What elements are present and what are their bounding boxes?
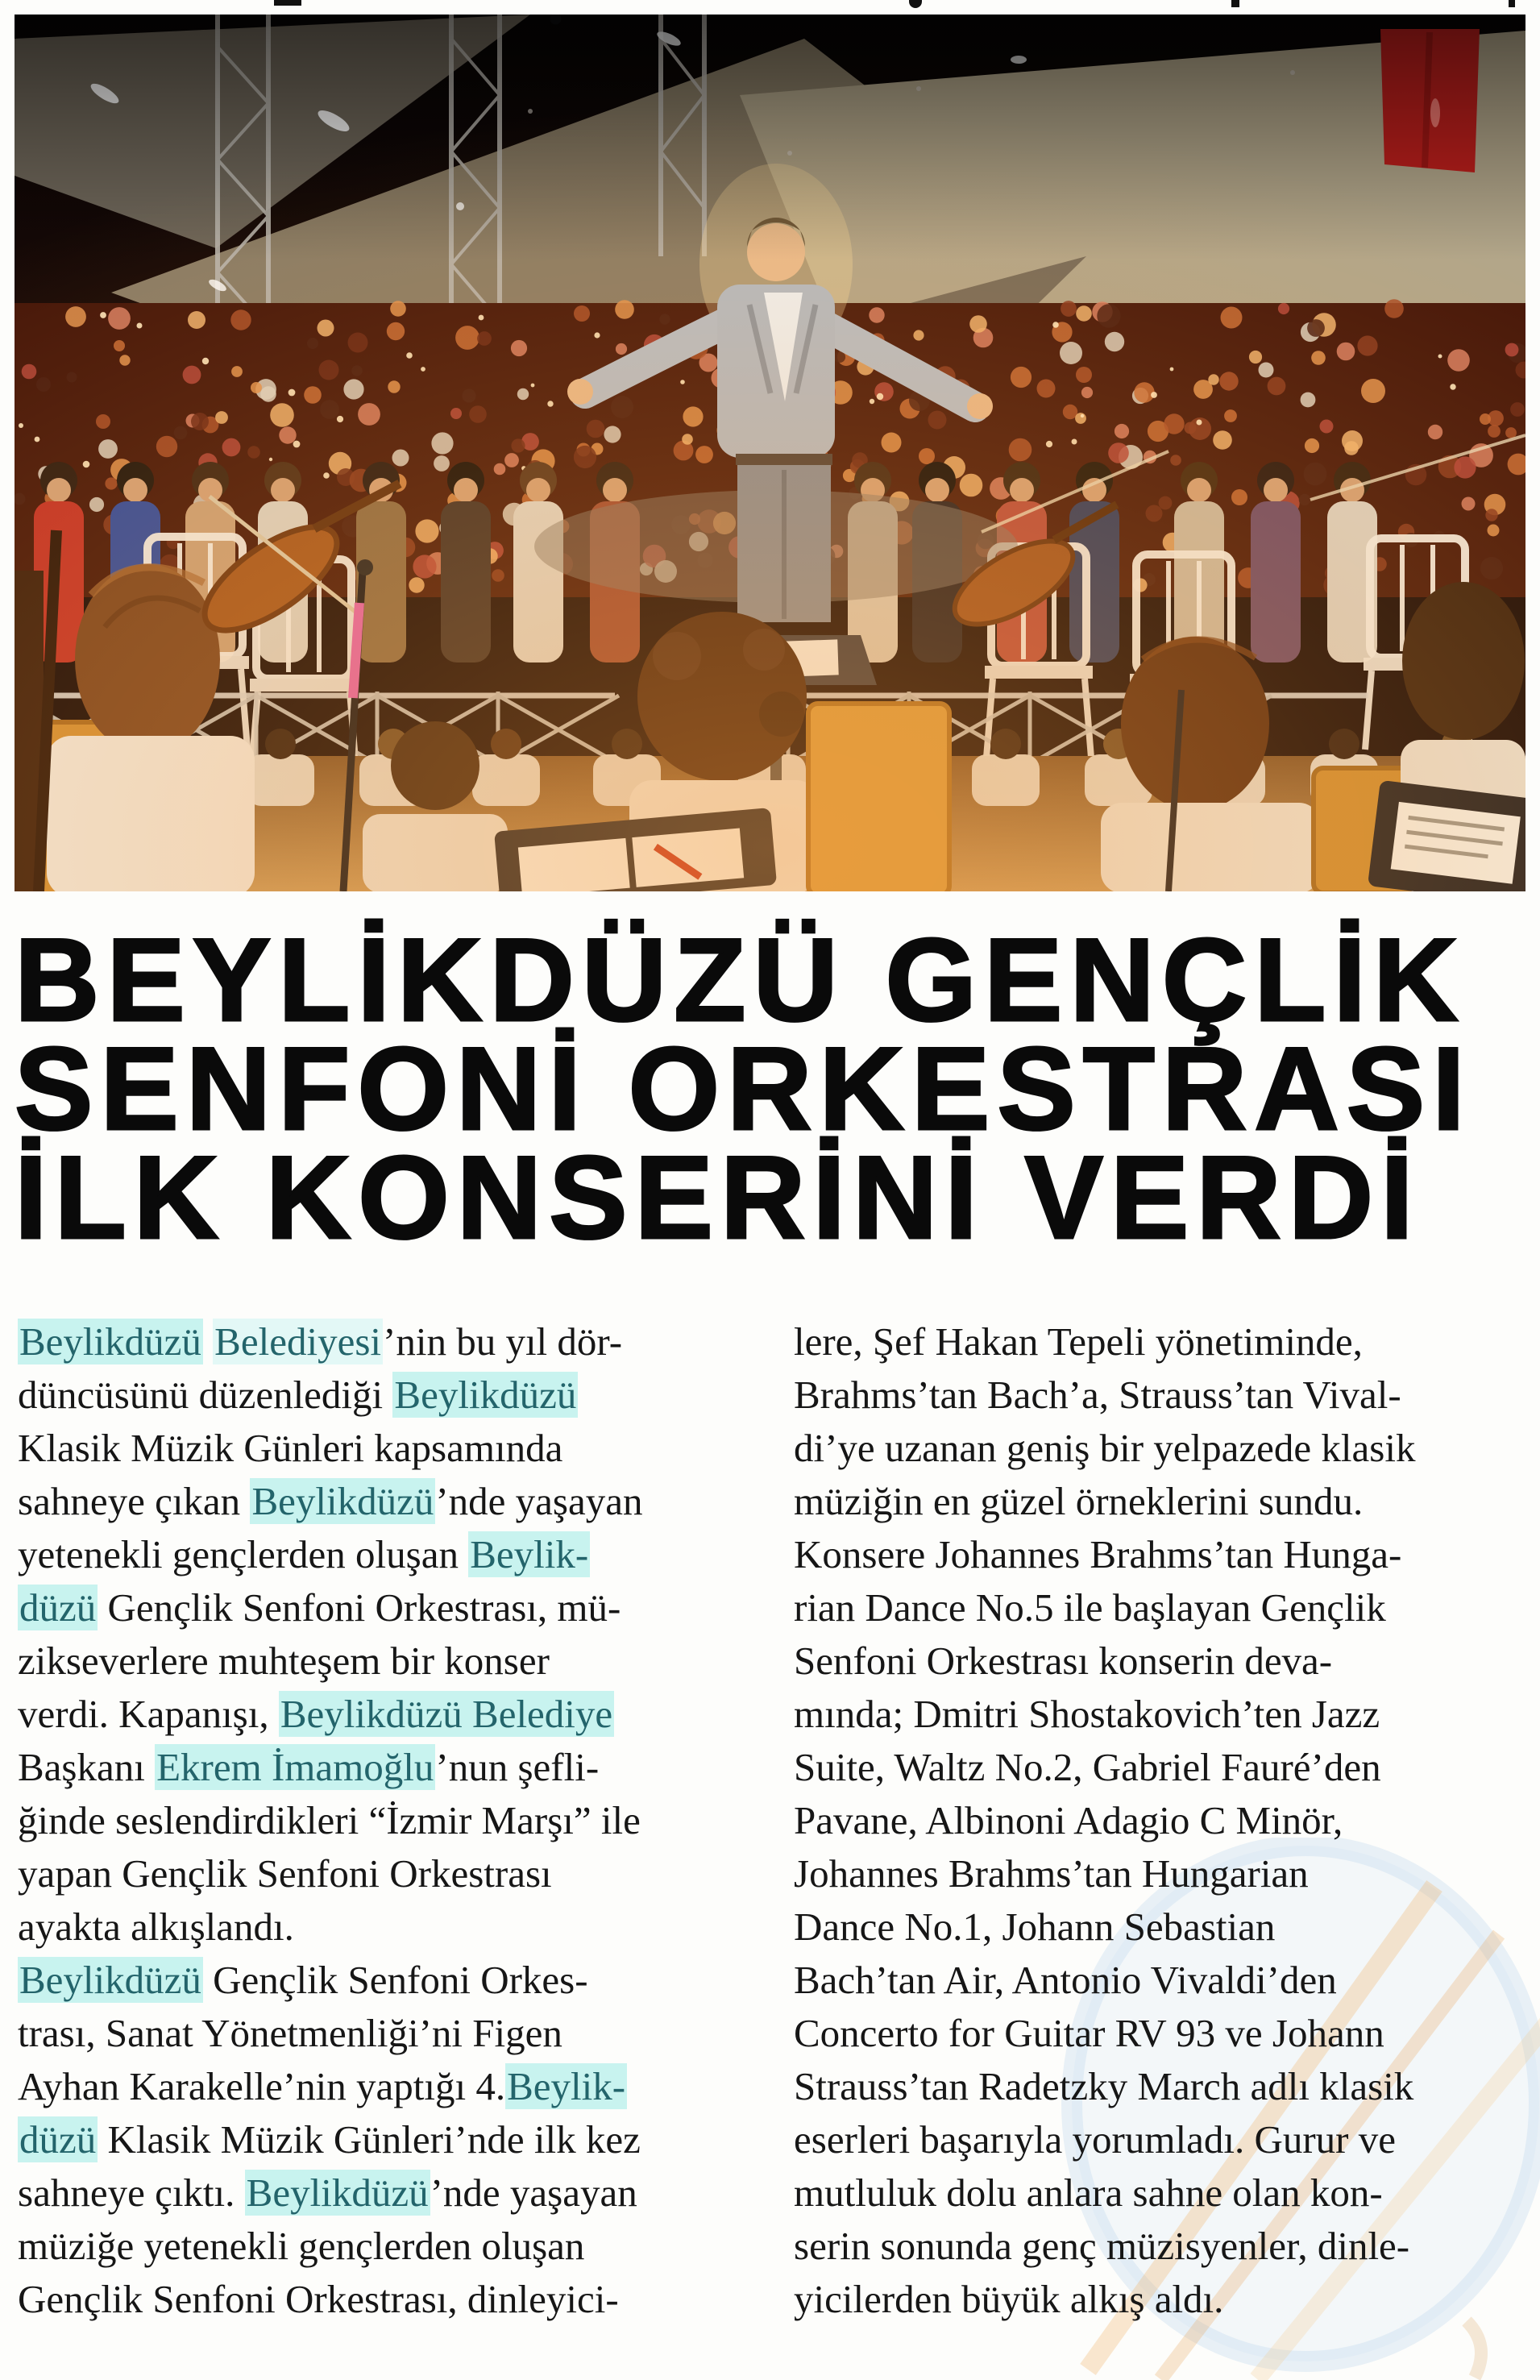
text-line (794, 2007, 1531, 2060)
cropped-text-fragment (1509, 0, 1515, 7)
text-line (18, 1315, 775, 1369)
text-segment: Klasik Müzik Günleri’nde ilk kez (98, 2117, 641, 2162)
text-segment: ğinde seslendirdikleri “İzmir Marşı” ile (18, 1798, 641, 1842)
text-segment: Ayhan Karakelle’nin yaptığı 4. (18, 2064, 506, 2108)
text-line (18, 2166, 775, 2220)
text-segment: Gençlik Senfoni Orkestrası, dinleyici- (18, 2277, 619, 2321)
text-segment: serin sonunda genç müzisyenler, dinle- (794, 2224, 1410, 2268)
text-line (18, 2220, 775, 2273)
article-column-left (18, 1315, 775, 2326)
text-line (794, 2166, 1531, 2220)
text-line (18, 2060, 775, 2113)
text-line (794, 1741, 1531, 1794)
text-segment: ’nin bu yıl dör- (383, 1319, 623, 1364)
text-segment: yetenekli gençlerden oluşan (18, 1532, 469, 1576)
text-line (18, 2113, 775, 2166)
highlighted-text: Beylikdüzü (19, 1319, 201, 1364)
text-segment: Bach’tan Air, Antonio Vivaldi’den (794, 1958, 1337, 2002)
cropped-text-fragment (1231, 0, 1239, 7)
text-segment: zikseverlere muhteşem bir konser (18, 1639, 550, 1683)
text-line (794, 1794, 1531, 1847)
text-line (18, 1634, 775, 1688)
highlighted-text: Beylikdüzü Belediye (280, 1692, 613, 1736)
text-segment: Johannes Brahms’tan Hungarian (794, 1851, 1309, 1896)
text-line (794, 2220, 1531, 2273)
highlighted-text: Beylikdüzü (246, 2170, 429, 2215)
text-segment: Dance No.1, Johann Sebastian (794, 1904, 1276, 1949)
highlighted-text: Beylikdüzü (19, 1958, 201, 2002)
highlighted-text: düzü (19, 1585, 97, 1630)
text-line (794, 1954, 1531, 2007)
highlighted-text: Beylikdüzü (394, 1373, 577, 1417)
text-line (18, 2273, 775, 2326)
text-line (794, 1688, 1531, 1741)
text-line (794, 1581, 1531, 1634)
cropped-text-fragment (274, 0, 301, 6)
text-segment: trası, Sanat Yönetmenliği’ni Figen (18, 2011, 562, 2055)
text-segment: Gençlik Senfoni Orkestrası, mü- (98, 1585, 621, 1630)
text-segment: ’nde yaşayan (430, 2170, 637, 2215)
text-line (18, 1741, 775, 1794)
text-segment: Klasik Müzik Günleri kapsamında (18, 1426, 563, 1470)
article-headline (15, 914, 1530, 1263)
text-line (794, 1315, 1531, 1369)
text-line (18, 1475, 775, 1528)
text-segment: sahneye çıktı. (18, 2170, 245, 2215)
highlighted-text: Belediyesi (214, 1319, 382, 1364)
text-segment: ’nun şefli- (435, 1745, 600, 1789)
text-segment: Suite, Waltz No.2, Gabriel Fauré’den (794, 1745, 1381, 1789)
text-segment: rian Dance No.5 ile başlayan Gençlik (794, 1585, 1386, 1630)
text-segment: di’ye uzanan geniş bir yelpazede klasik (794, 1426, 1416, 1470)
highlighted-text: Ekrem İmamoğlu (156, 1745, 434, 1789)
text-segment: verdi. Kapanışı, (18, 1692, 279, 1736)
text-segment: mında; Dmitri Shostakovich’ten Jazz (794, 1692, 1380, 1736)
cropped-text-fragment (909, 0, 922, 8)
text-segment: Gençlik Senfoni Orkes- (202, 1958, 588, 2002)
text-segment: Pavane, Albinoni Adagio C Minör, (794, 1798, 1343, 1842)
vignette-overlay (15, 15, 1525, 891)
text-line (18, 1528, 775, 1581)
text-segment: eserleri başarıyla yorumladı. Gurur ve (794, 2117, 1396, 2162)
text-line (18, 1581, 775, 1634)
text-line (794, 2060, 1531, 2113)
headline-line: BEYLİKDÜZÜ GENÇLİK (15, 914, 1466, 1045)
text-line (794, 2273, 1531, 2326)
text-line (18, 1900, 775, 1954)
highlighted-text: Beylik- (507, 2064, 626, 2108)
text-line (794, 1422, 1531, 1475)
text-segment: Başkanı (18, 1745, 156, 1789)
text-segment: ayakta alkışlandı. (18, 1904, 294, 1949)
text-segment: lere, Şef Hakan Tepeli yönetiminde, (794, 1319, 1363, 1364)
text-segment: düncüsünü düzenlediği (18, 1373, 393, 1417)
text-line (18, 1369, 775, 1422)
headline-line: İLK KONSERİNİ VERDİ (15, 1132, 1421, 1263)
concert-photo-art (15, 15, 1525, 891)
text-line (794, 1847, 1531, 1900)
text-line (18, 1954, 775, 2007)
text-segment: sahneye çıkan (18, 1479, 251, 1523)
text-segment: Strauss’tan Radetzky March adlı klasik (794, 2064, 1414, 2108)
text-line (18, 1847, 775, 1900)
concert-photo (15, 15, 1525, 891)
text-line (794, 1900, 1531, 1954)
text-line (794, 2113, 1531, 2166)
text-line (18, 1688, 775, 1741)
text-segment: müziğe yetenekli gençlerden oluşan (18, 2224, 585, 2268)
text-segment (203, 1319, 213, 1364)
text-segment: yicilerden büyük alkış aldı. (794, 2277, 1224, 2321)
text-line (794, 1528, 1531, 1581)
highlighted-text: Beylik- (470, 1532, 589, 1576)
text-segment: ’nde yaşayan (435, 1479, 643, 1523)
text-segment: Concerto for Guitar RV 93 ve Johann (794, 2011, 1384, 2055)
highlighted-text: Beylikdüzü (251, 1479, 434, 1523)
article-column-right (794, 1315, 1531, 2326)
text-segment: Konsere Johannes Brahms’tan Hunga- (794, 1532, 1402, 1576)
text-segment: müziğin en güzel örneklerini sundu. (794, 1479, 1364, 1523)
text-line (794, 1369, 1531, 1422)
text-line (18, 2007, 775, 2060)
headline-line: SENFONİ ORKESTRASI (15, 1023, 1472, 1154)
text-line (794, 1475, 1531, 1528)
text-segment: Senfoni Orkestrası konserin deva- (794, 1639, 1333, 1683)
text-segment: Brahms’tan Bach’a, Strauss’tan Vival- (794, 1373, 1401, 1417)
highlighted-text: düzü (19, 2117, 97, 2162)
text-segment: yapan Gençlik Senfoni Orkestrası (18, 1851, 552, 1896)
text-line (18, 1794, 775, 1847)
text-line (18, 1422, 775, 1475)
text-line (794, 1634, 1531, 1688)
text-segment: mutluluk dolu anlara sahne olan kon- (794, 2170, 1383, 2215)
